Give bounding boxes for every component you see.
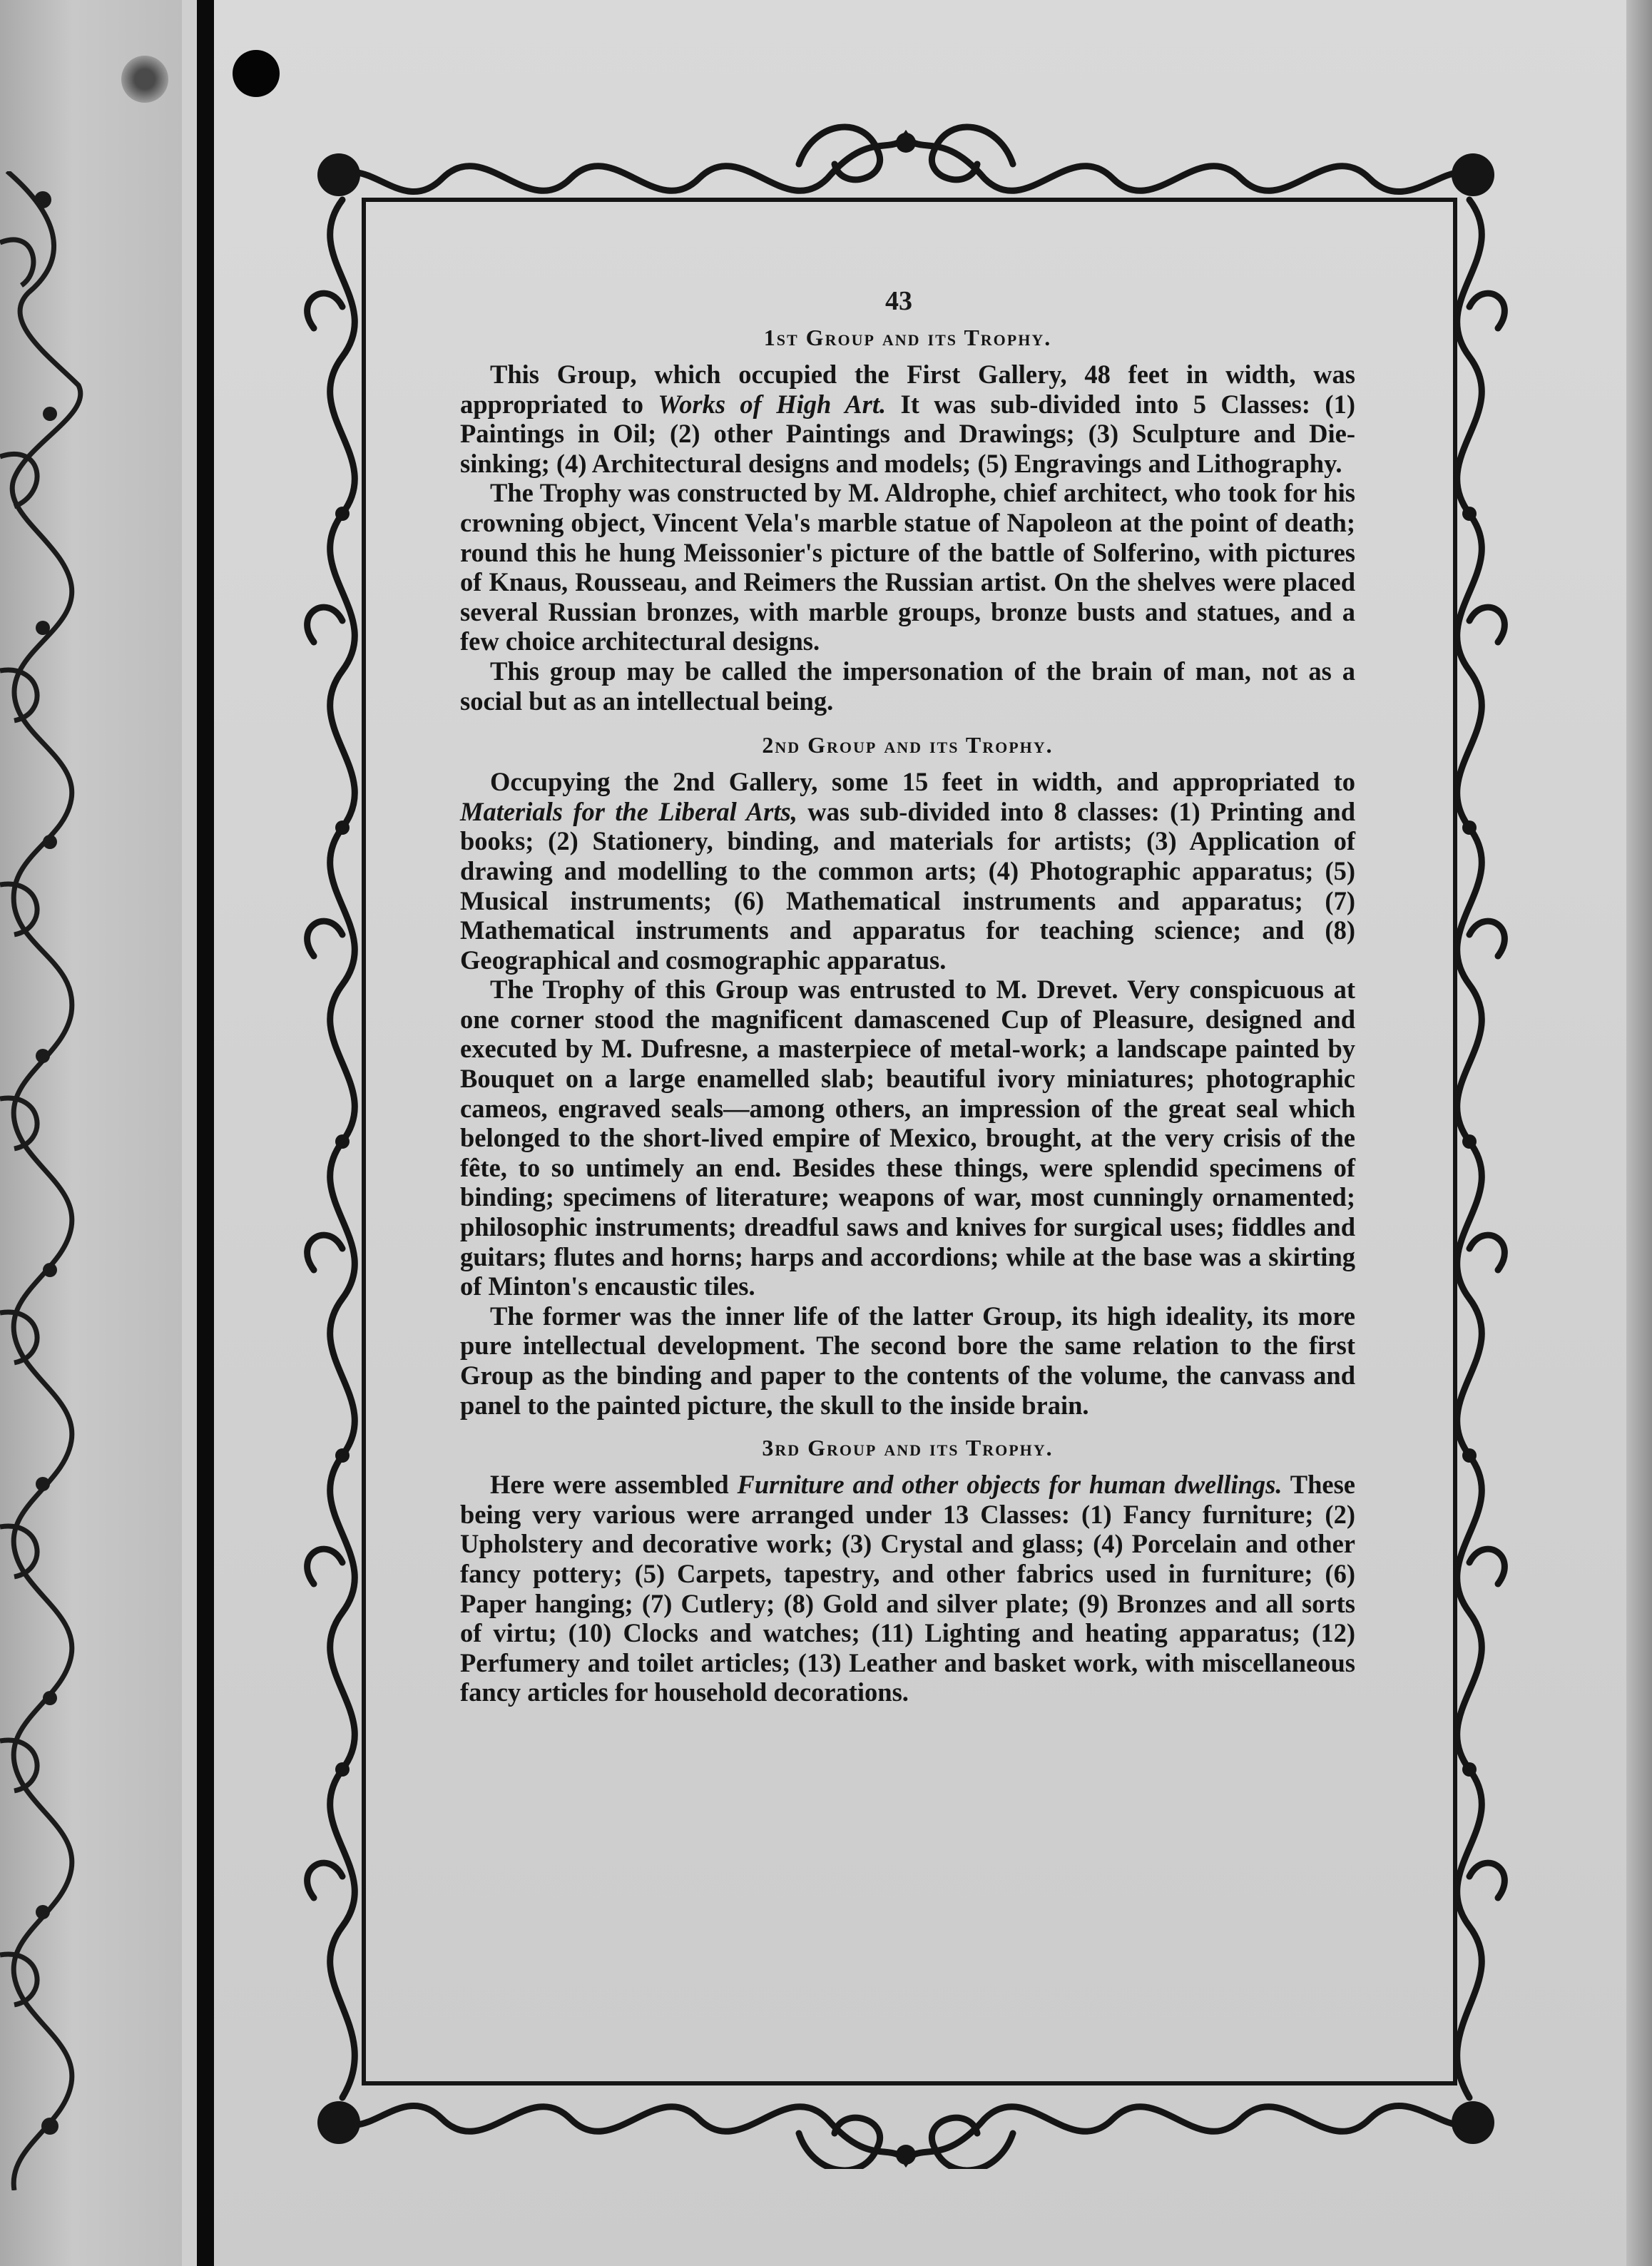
previous-page-edge (0, 0, 182, 2266)
paragraph: This Group, which occupied the First Gallery, 48 feet in width, was appropriated to Works of High Art. It was sub-divided into 5 Classes: (1) Paintings in Oil; (2) other Paintings and Drawings; (3) Sculpture and Die-sinking; (4) Architectural designs and models; (5) Engravings and Lithography. (460, 360, 1355, 478)
prev-page-ornament-icon (0, 171, 93, 2190)
italic-phrase: Materials for the Liberal Arts, (460, 796, 797, 826)
paragraph: Occupying the 2nd Gallery, some 15 feet in width, and appropriated to Materials for the Liberal Arts, was sub-divided into 8 classes: (1) Printing and books; (2) Stationery, binding, and materials for artists; (3) Application of drawing and modelling to the common arts; (4) Photographic apparatus; (5) Musical instruments; (6) Mathematical instruments and apparatus; (7) Mathematical instruments and apparatus for teaching science; and (8) Geographical and cosmographic apparatus. (460, 767, 1355, 975)
italic-phrase: Works of High Art. (658, 389, 887, 419)
page-text (460, 278, 1355, 1707)
paragraph: Here were assembled Furniture and other objects for human dwellings. These being very various were arranged under 13 Classes: (1) Fancy furniture; (2) Upholstery and decorative work; (3) Crystal and glass; (4) Porcelain and other fancy pottery; (5) Carpets, tapestry, and other fabrics used in furniture; (6) Paper hanging; (7) Cutlery; (8) Gold and silver plate; (9) Bronzes and all sorts of virtu; (10) Clocks and watches; (11) Lighting and heating apparatus; (12) Perfumery and toilet articles; (13) Leather and basket work, with miscellaneous fancy articles for household decorations. (460, 1470, 1355, 1707)
page-number: 43 (885, 286, 912, 316)
paragraph: This group may be called the impersonation of the brain of man, not as a social but as an intellectual being. (460, 656, 1355, 716)
section-heading: 2nd Group and its Trophy. (762, 732, 1054, 758)
binding-hole-icon (121, 56, 168, 103)
section-heading: 3rd Group and its Trophy. (762, 1435, 1054, 1461)
binding-hole-icon (233, 50, 280, 97)
section-heading: 1st Group and its Trophy. (763, 325, 1052, 350)
right-page-edge (1626, 0, 1652, 2266)
italic-phrase: Furniture and other objects for human dwellings. (737, 1470, 1283, 1500)
paragraph: The Trophy was constructed by M. Aldrophe, chief architect, who took for his crowning object, Vincent Vela's marble statue of Napoleon at the point of death; round this he hung Meissonier's picture of the battle of Solferino, with pictures of Knaus, Rousseau, and Reimers the Russian artist. On the shelves were placed several Russian bronzes, with marble groups, bronze busts and statues, and a few choice architectural designs. (460, 478, 1355, 656)
paragraph: The former was the inner life of the latter Group, its high ideality, its more pure intellectual development. The second bore the same relation to the first Group as the binding and paper to the contents of the volume, the canvass and panel to the painted picture, the skull to the inside brain. (460, 1301, 1355, 1420)
page-gutter (197, 0, 214, 2266)
paragraph: The Trophy of this Group was entrusted to M. Drevet. Very conspicuous at one corner stood the magnificent damascened Cup of Pleasure, designed and executed by M. Dufresne, a masterpiece of metal-work; a landscape painted by Bouquet on a large enamelled slab; beautiful ivory miniatures; photographic cameos, engraved seals—among others, an impression of the great seal which belonged to the short-lived empire of Mexico, brought, at the very crisis of the fête, to so untimely an end. Besides these things, were splendid specimens of binding; specimens of literature; weapons of war, most cunningly ornamented; philosophic instruments; dreadful saws and knives for surgical uses; fiddles and guitars; flutes and horns; harps and accordions; while at the base was a skirting of Minton's encaustic tiles. (460, 975, 1355, 1301)
